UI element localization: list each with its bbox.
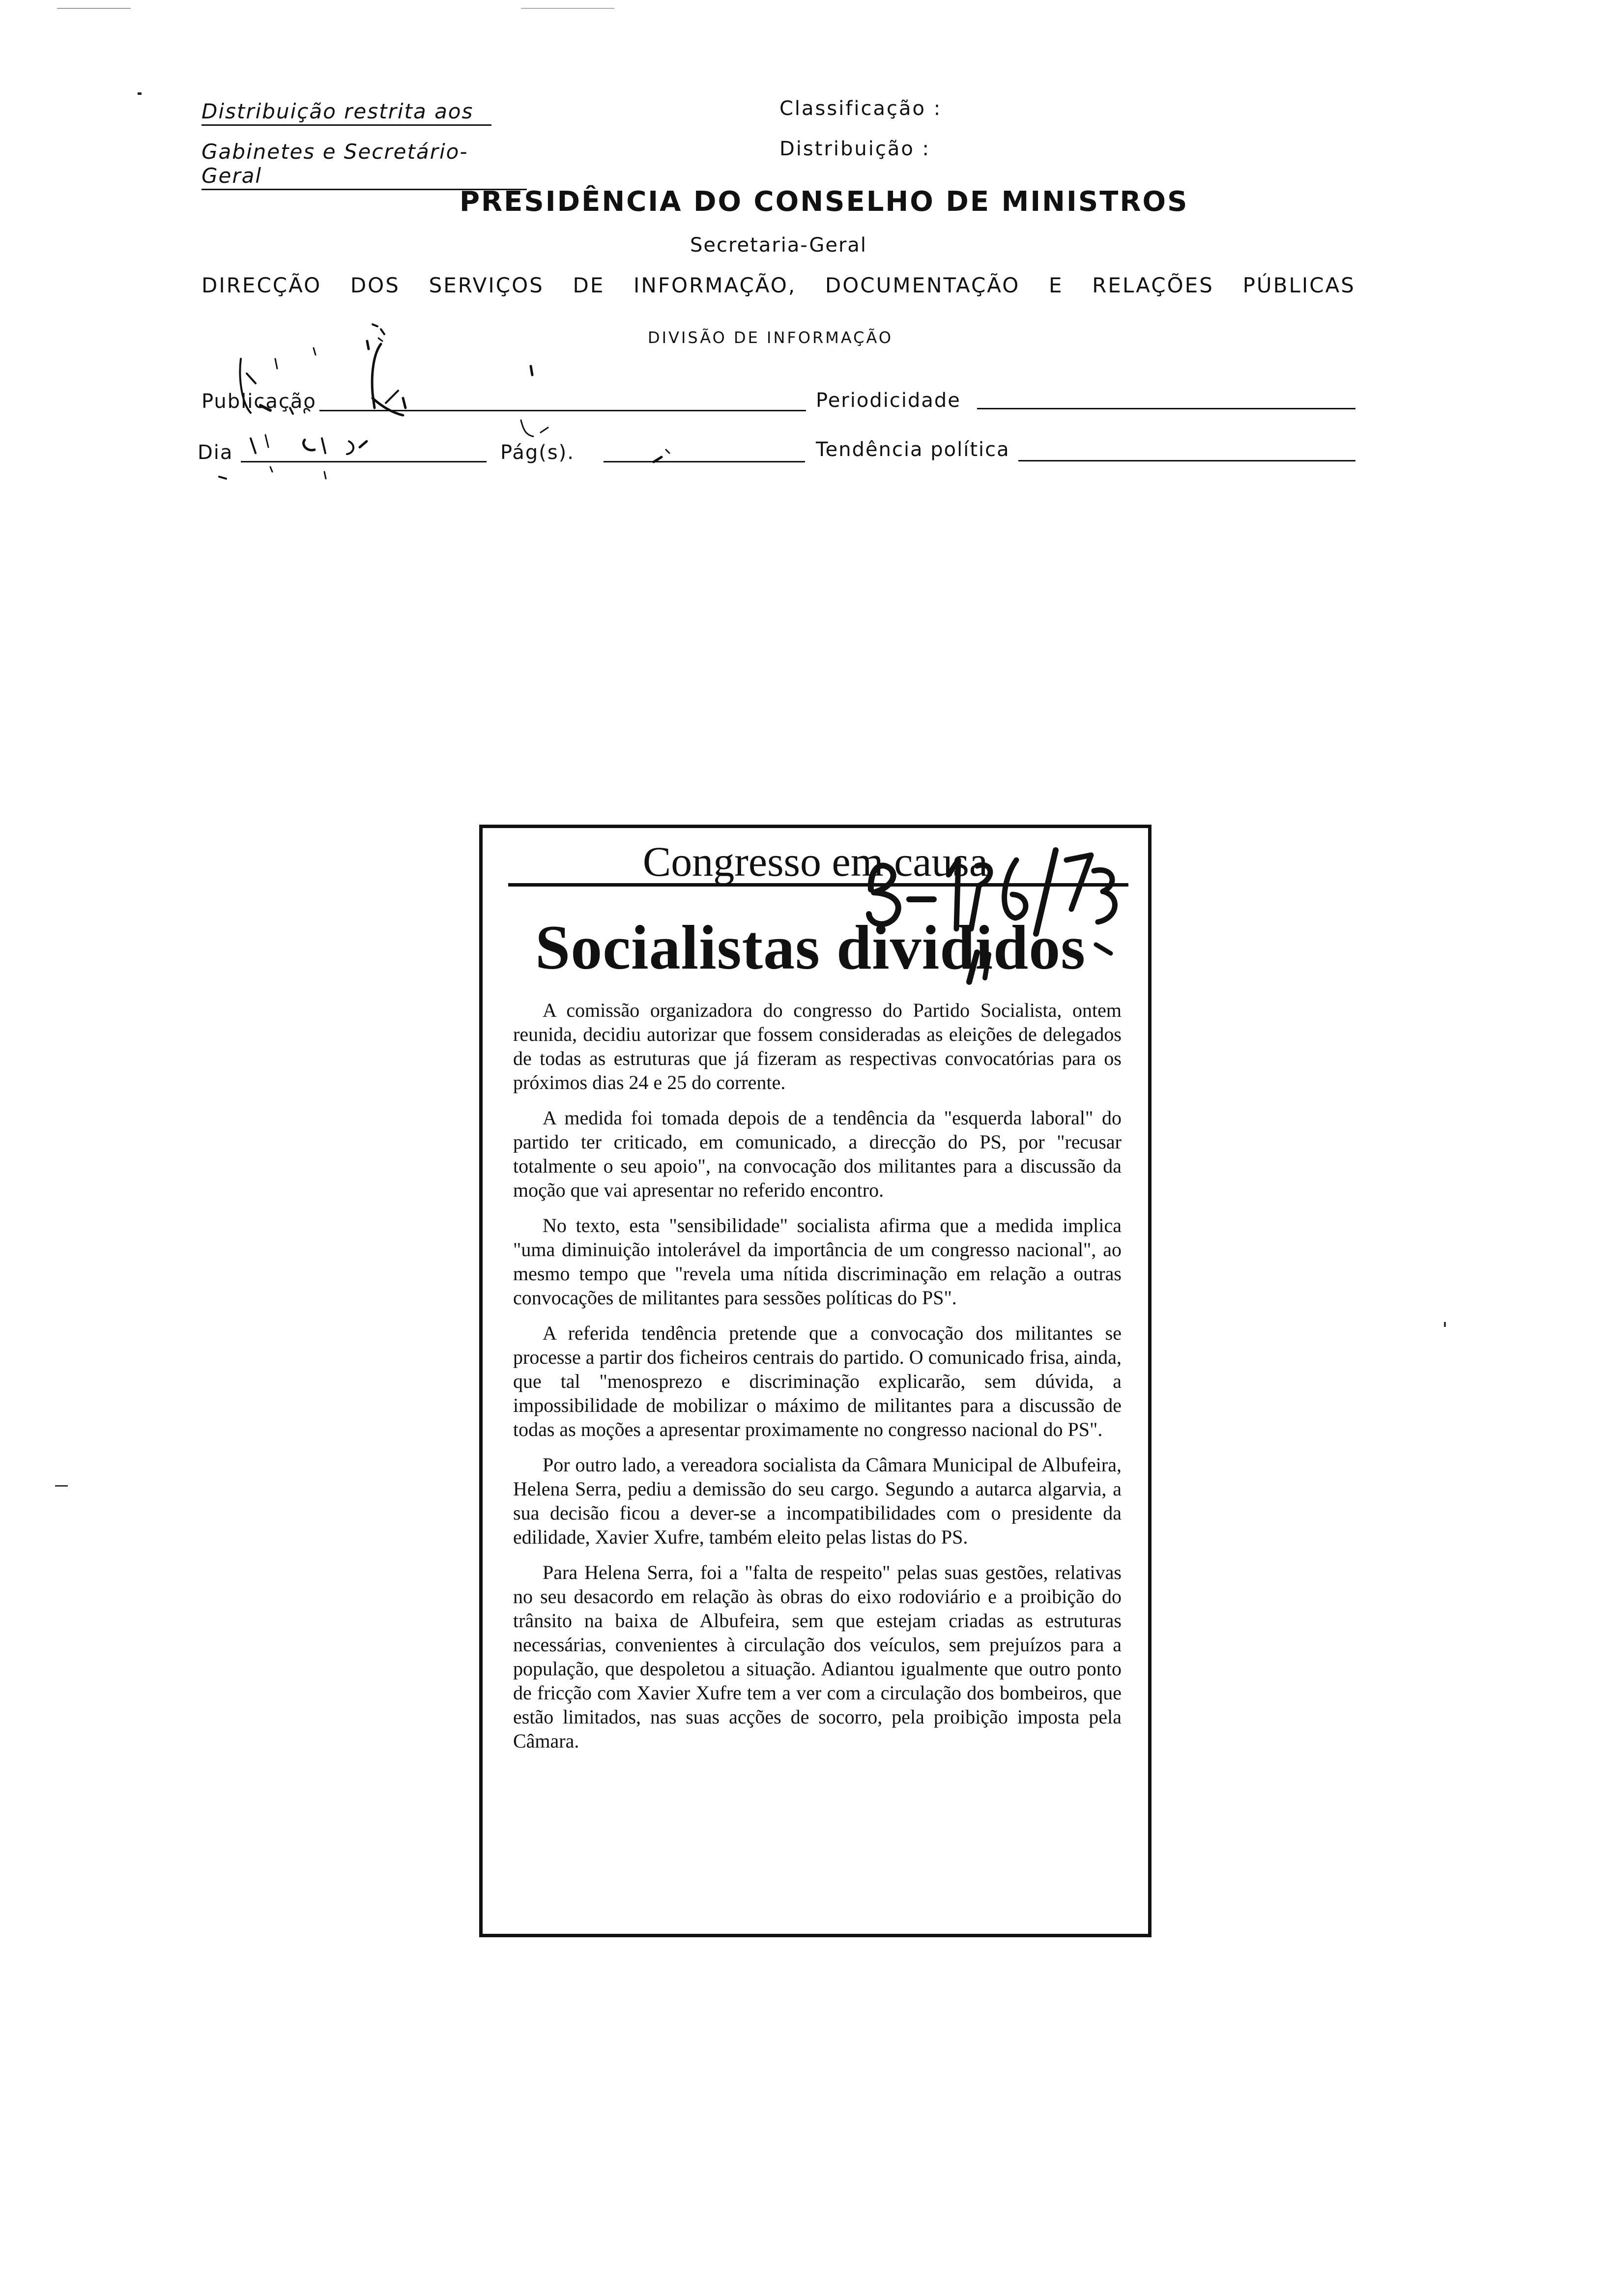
- tendencia-field-line: [1018, 460, 1355, 461]
- scan-mark: [138, 92, 142, 95]
- scan-mark: [1444, 1322, 1446, 1327]
- page-title: PRESIDÊNCIA DO CONSELHO DE MINISTROS: [460, 186, 1189, 218]
- direction-word: RELAÇÕES: [1092, 273, 1214, 297]
- classification-label: Classificação :: [779, 97, 942, 120]
- direction-word: DE: [573, 273, 605, 297]
- distribution-label: Distribuição :: [779, 138, 931, 160]
- scan-mark: [57, 8, 131, 9]
- publicacao-label: Publicação: [202, 390, 317, 413]
- direction-line: [202, 273, 1355, 297]
- dia-label: Dia: [198, 441, 233, 464]
- direction-word: DOCUMENTAÇÃO: [825, 273, 1020, 297]
- scan-mark: [55, 1485, 68, 1487]
- periodicidade-field-line: [977, 408, 1355, 409]
- article-body: [513, 998, 1122, 1764]
- direction-word: INFORMAÇÃO,: [633, 273, 797, 297]
- article-paragraph: Para Helena Serra, foi a "falta de respeito" pelas suas gestões, relativas no seu desacordo em relação às obras do eixo rodoviário e a proibição do trânsito na baixa de Albufeira, sem que estejam criadas as estruturas necessárias, convenientes à circulação dos veículos, sem prejuízos para a população, que despoletou a situação. Adiantou igualmente que outro ponto de fricção com Xavier Xufre tem a ver com a circulação dos bombeiros, que estão limitados, nas suas acções de socorro, pela proibição imposta pela Câmara.: [513, 1561, 1122, 1752]
- article-paragraph: A referida tendência pretende que a convocação dos militantes se processe a partir dos ficheiros centrais do partido. O comunicado frisa, ainda, que tal "menosprezo e discriminação explicarão, sem dúvida, a impossibilidade de mobilizar o máximo de militantes para a discussão de todas as moções a apresentar proximamente no congresso nacional do PS".: [513, 1322, 1122, 1440]
- scan-mark: [521, 8, 614, 9]
- page-subtitle: Secretaria-Geral: [690, 234, 867, 257]
- distribution-restriction-line1: Distribuição restrita aos: [202, 99, 491, 126]
- direction-word: SERVIÇOS: [429, 273, 544, 297]
- direction-word: DOS: [350, 273, 400, 297]
- direction-word: E: [1049, 273, 1064, 297]
- article-paragraph: A comissão organizadora do congresso do Partido Socialista, ontem reunida, decidiu autorizar que fossem consideradas as eleições de delegados de todas as estruturas que já fizeram as respectivas convocatórias para os próximos dias 24 e 25 do corrente.: [513, 999, 1122, 1093]
- handwritten-reference-icon: [860, 831, 1135, 993]
- article-paragraph: A medida foi tomada depois de a tendência da "esquerda laboral" do partido ter criticado, em comunicado, a direcção do PS, por "recusar totalmente o seu apoio", na convocação dos militantes para a discussão da moção que vai apresentar no referido encontro.: [513, 1107, 1122, 1201]
- direction-word: PÚBLICAS: [1242, 273, 1355, 297]
- article-paragraph: Por outro lado, a vereadora socialista da Câmara Municipal de Albufeira, Helena Serra, pediu a demissão do seu cargo. Segundo a autarca algarvia, a sua decisão ficou a dever-se a incompatibilidades com o presidente da edilidade, Xavier Xufre, também eleito pelas listas do PS.: [513, 1454, 1122, 1548]
- pags-label: Pág(s).: [500, 441, 575, 464]
- article-headline: Socialistas divididos: [535, 913, 1086, 982]
- article-kicker: Congresso em causa: [642, 838, 988, 885]
- tendencia-label: Tendência política: [816, 438, 1010, 461]
- direction-word: DIRECÇÃO: [202, 273, 322, 297]
- periodicidade-label: Periodicidade: [816, 389, 961, 412]
- distribution-restriction-line2: Gabinetes e Secretário-Geral: [202, 140, 527, 190]
- article-paragraph: No texto, esta "sensibilidade" socialista afirma que a medida implica "uma diminuição intolerável da importância de um congresso nacional", ao mesmo tempo que "revela uma nítida discriminação em relação a outras convocações de militantes para sessões políticas do PS".: [513, 1214, 1122, 1309]
- division-label: DIVISÃO DE INFORMAÇÃO: [648, 328, 893, 347]
- handwritten-mark-icon: [187, 310, 678, 487]
